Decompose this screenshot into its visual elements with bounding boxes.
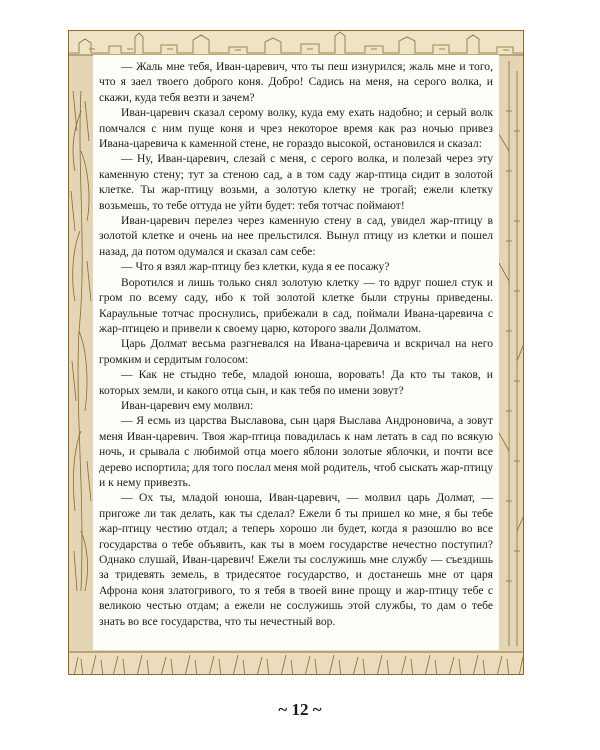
paragraph: Иван-царевич ему молвил: xyxy=(121,398,254,412)
paragraph: — Как не стыдно тебе, младой юноша, воровать! Да кто ты таков, и которых земли, и какого отца сын, и как тебя по имени зовут? xyxy=(99,368,493,397)
paragraph: — Ох ты, младой юноша, Иван-царевич, — молвил царь Долмат, — пригоже ли так делать, как ты сделал? Ежели б ты пришел ко мне, я бы тебе жар-птицу честию отдал; а теперь хорошо ли будет, когда я разошлю во все государства о тебе объявить, как ты в моем государстве нечестно поступил? Однако слушай, Иван-царевич! Ежели ты сослужишь мне службу — съездишь за тридевять земель, в тридесятое государство, и достанешь мне от царя Афрона коня златогривого, то я тебя в твоей вине прощу и жар-птицу тебе с великою честью отдам; а ежели не сослужишь этой службы, то дам о тебе знать во все государства, что ты нечестный вор. xyxy=(99,491,493,628)
paragraph: Царь Долмат весьма разгневался на Ивана-царевича и вскричал на него громким и сердитым голосом: xyxy=(99,337,493,366)
paragraph: — Я есмь из царства Выславова, сын царя Выслава Андроновича, а зовут меня Иван-царевич. Твоя жар-птица повадилась к нам летать в сад по всякую ночь, и срывала с любимой отца моего яблони золотые яблочки, и почти все дерево испортила; для того послал меня мой родитель, чтоб сыскать жар-птицу и к нему привезть. xyxy=(99,414,493,489)
story-text xyxy=(93,55,499,650)
grass-reeds-illustration xyxy=(69,651,524,675)
paragraph: — Что я взял жар-птицу без клетки, куда я ее посажу? xyxy=(121,260,390,274)
page-number: ~ 12 ~ xyxy=(278,700,322,719)
birch-trees-illustration xyxy=(497,61,524,646)
city-skyline-illustration xyxy=(69,31,524,56)
paragraph: Иван-царевич сказал серому волку, куда ему ехать надобно; и серый волк помчался с ним пуще коня и чрез некоторое время как раз ночью привез Ивана-царевича к каменной стене, не гораздо высокой, остановился и сказал: xyxy=(99,106,493,151)
paragraph: — Ну, Иван-царевич, слезай с меня, с серого волка, и полезай через эту каменную стену; тут за стеною сад, а в том саду жар-птица сидит в золотой клетке. Ты жар-птицу возьми, а золотую клетку не трогай; ежели клетку возьмешь, то тебе оттуда не уйти будет: тебя тотчас поймают! xyxy=(99,152,493,212)
paragraph: Воротился и лишь только снял золотую клетку — то вдруг пошел стук и гром по всему саду, ибо к той золотой клетке были струны приведены. Караульные тотчас проснулись, прибежали в сад, поймали Ивана-царевича с жар-птицею и привели к своему царю, которого звали Долматом. xyxy=(99,275,493,335)
paragraph: Иван-царевич перелез через каменную стену в сад, увидел жар-птицу в золотой клетке и очень на нее прельстился. Вынул птицу из клетки и пошел назад, да потом одумался и сказал сам себе: xyxy=(99,214,493,258)
paragraph: — Жаль мне тебя, Иван-царевич, что ты пеш изнурился; жаль мне и того, что я заел твоего доброго коня. Добро! Садись на меня, на серого волка, и скажи, куда тебя везти и зачем? xyxy=(99,60,493,104)
willow-tree-illustration xyxy=(71,91,91,591)
